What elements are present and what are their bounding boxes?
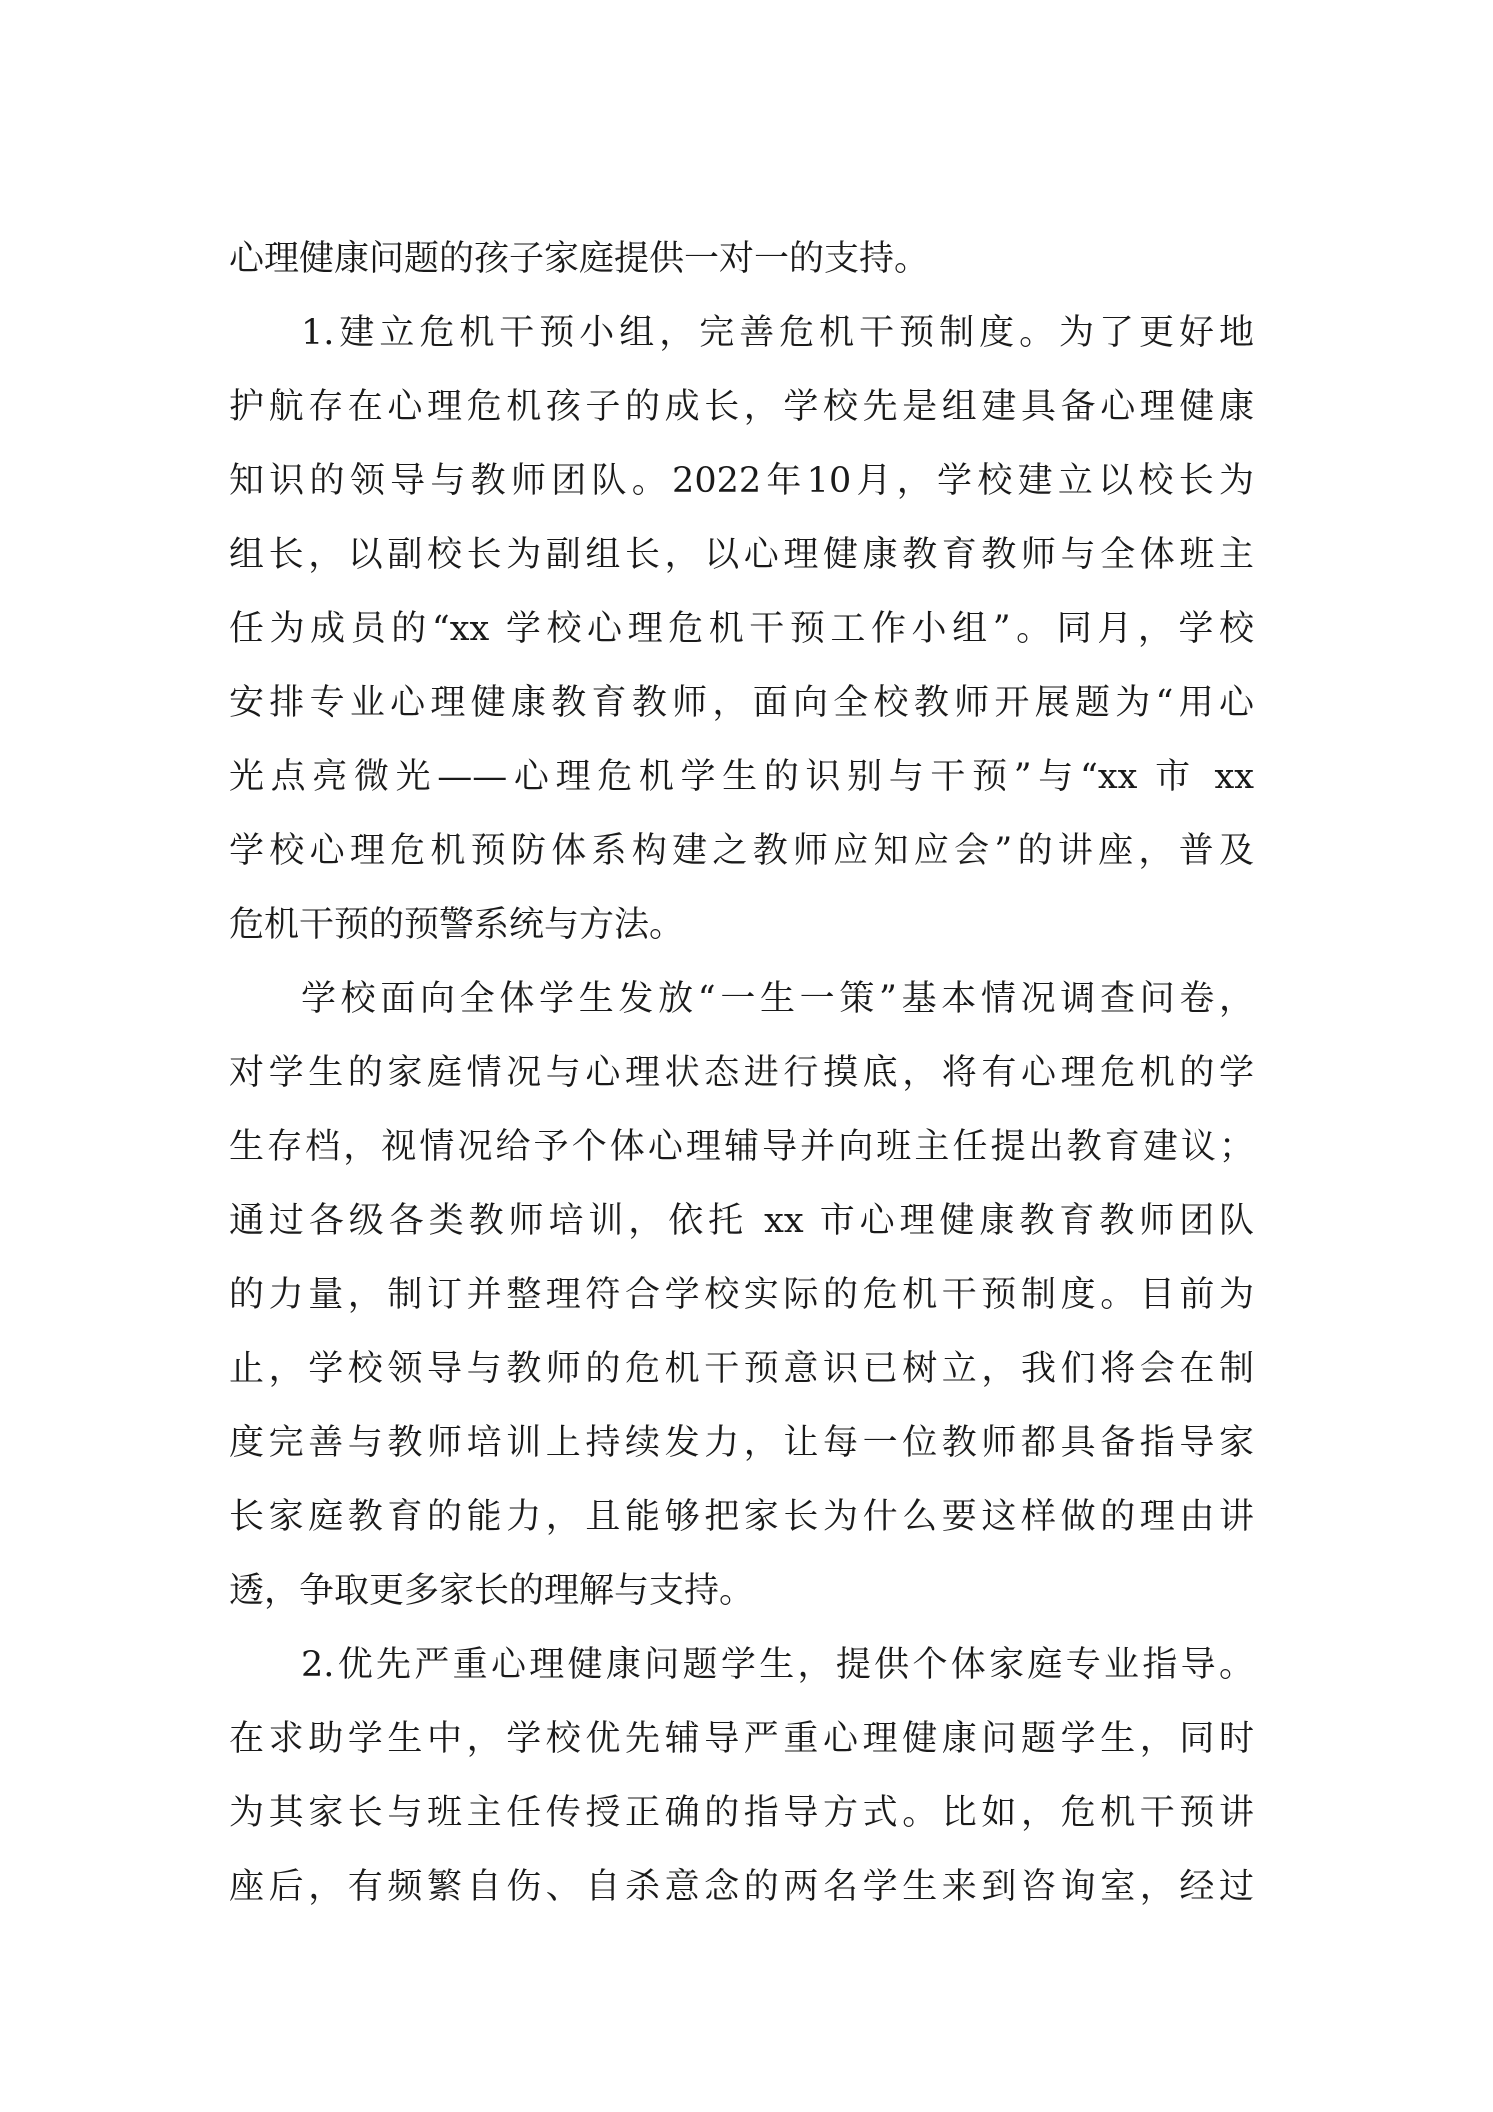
text-line: 的力量，制订并整理符合学校实际的危机干预制度。目前为 bbox=[229, 1275, 1254, 1315]
text-line: 光点亮微光——心理危机学生的识别与干预”与“xx 市 xx bbox=[229, 757, 1254, 797]
text-line: 学校心理危机预防体系构建之教师应知应会”的讲座，普及 bbox=[229, 831, 1254, 871]
text-line: 组长，以副校长为副组长，以心理健康教育教师与全体班主 bbox=[229, 535, 1254, 575]
text-line: 对学生的家庭情况与心理状态进行摸底，将有心理危机的学 bbox=[229, 1053, 1254, 1093]
text-line: 在求助学生中，学校优先辅导严重心理健康问题学生，同时 bbox=[229, 1719, 1254, 1759]
text-line: 危机干预的预警系统与方法。 bbox=[229, 905, 685, 945]
text-line: 2.优先严重心理健康问题学生，提供个体家庭专业指导。 bbox=[301, 1645, 1254, 1685]
text-line: 安排专业心理健康教育教师，面向全校教师开展题为“用心 bbox=[229, 683, 1254, 723]
text-line: 止，学校领导与教师的危机干预意识已树立，我们将会在制 bbox=[229, 1349, 1254, 1389]
text-line: 1.建立危机干预小组，完善危机干预制度。为了更好地 bbox=[301, 313, 1254, 353]
text-line: 为其家长与班主任传授正确的指导方式。比如，危机干预讲 bbox=[229, 1793, 1254, 1833]
text-line: 心理健康问题的孩子家庭提供一对一的支持。 bbox=[229, 239, 930, 279]
body-text bbox=[229, 222, 1254, 1924]
text-line: 任为成员的“xx 学校心理危机干预工作小组”。同月，学校 bbox=[229, 609, 1254, 649]
text-line: 生存档，视情况给予个体心理辅导并向班主任提出教育建议； bbox=[229, 1127, 1254, 1167]
text-line: 知识的领导与教师团队。2022年10月，学校建立以校长为 bbox=[229, 461, 1254, 501]
text-line: 座后，有频繁自伤、自杀意念的两名学生来到咨询室，经过 bbox=[229, 1867, 1254, 1907]
text-line: 学校面向全体学生发放“一生一策”基本情况调查问卷， bbox=[301, 979, 1254, 1019]
text-line: 通过各级各类教师培训，依托 xx 市心理健康教育教师团队 bbox=[229, 1201, 1254, 1241]
text-line: 护航存在心理危机孩子的成长，学校先是组建具备心理健康 bbox=[229, 387, 1254, 427]
text-line: 度完善与教师培训上持续发力，让每一位教师都具备指导家 bbox=[229, 1423, 1254, 1463]
text-line: 透，争取更多家长的理解与支持。 bbox=[229, 1571, 755, 1611]
text-line: 长家庭教育的能力，且能够把家长为什么要这样做的理由讲 bbox=[229, 1497, 1254, 1537]
